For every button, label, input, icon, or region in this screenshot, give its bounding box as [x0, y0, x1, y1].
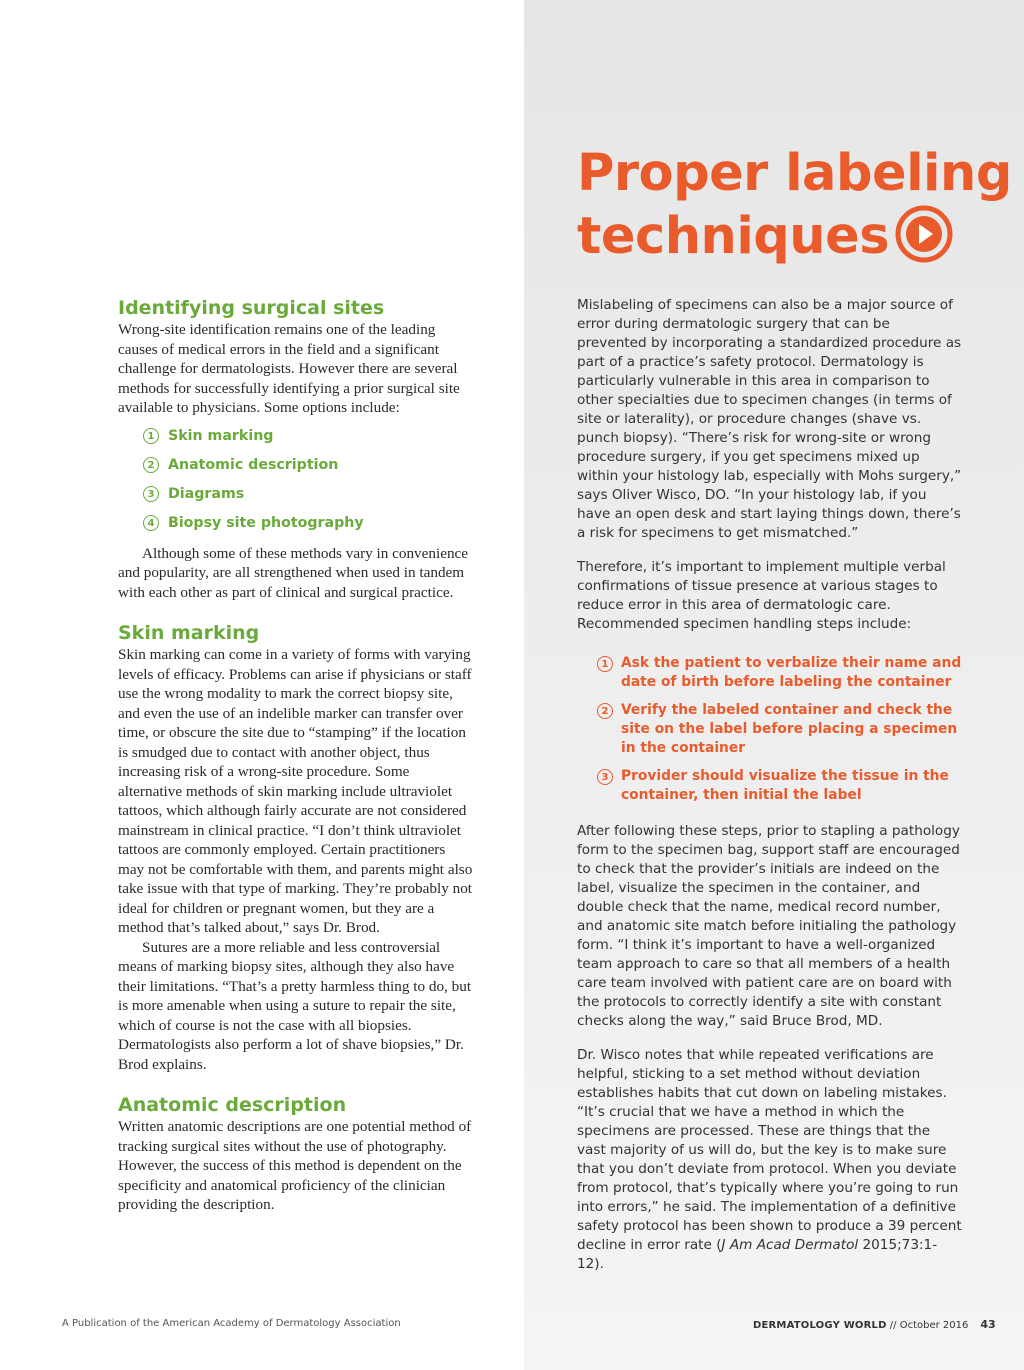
number-2-icon: 2 [597, 703, 613, 719]
list-item [143, 451, 474, 480]
number-2-icon: 2 [143, 457, 159, 473]
list-item [597, 701, 962, 758]
number-1-icon: 1 [597, 656, 613, 672]
list-item [143, 422, 474, 451]
number-4-icon: 4 [143, 515, 159, 531]
mislabeling-paragraph: Mislabeling of specimens can also be a major source of error during dermatologic surgery that can be prevented by incorporating a standardized procedure as part of a practice’s safety protocol. Dermatology is particularly vulnerable in this area in comparison to other specialties due to specimen changes (in terms of site or laterality), or procedure changes (shave vs. punch biopsy). “There’s risk for wrong-site or wrong procedure surgery, if you get specimens mixed up within your histology lab, especially with Mohs surgery,” says Oliver Wisco, DO. “In your histology lab, if you have an open desk and start laying things down, there’s a risk for specimens to get mismatched.” [577, 297, 962, 541]
identifying-after-paragraph: Although some of these methods vary in convenience and popularity, are all strengthened when used in tandem with each other as part of clinical and surgical practice. [118, 544, 469, 601]
page-number: 43 [980, 1318, 996, 1331]
journal-citation: J Am Acad Dermatol [721, 1237, 859, 1253]
option-label: Biopsy site photography [168, 515, 364, 531]
options-list [118, 422, 474, 538]
list-item [597, 654, 962, 692]
right-column [577, 296, 962, 1274]
skin-marking-paragraph-2: Sutures are a more reliable and less controversial means of marking biopsy sites, although they also have their limitations. “That’s a pretty harmless thing to do, but is more amenable when using a suture to repair the site, which of course is not the case with all biopsies. Dermatologists also perform a lot of shave biopsies,” Dr. Brod explains. [118, 938, 472, 1073]
title-line-2-text: techniques [577, 207, 890, 266]
after-steps-paragraph: After following these steps, prior to stapling a pathology form to the specimen bag, support staff are encouraged to check that the provider’s initials are indeed on the label, visualize the specimen in the container, and double check that the name, medical record number, and anatomic site match before initialing the pathology form. “I think it’s important to have a well-organized team approach to care so that all members of a health care team involved with patient care are on board with the protocols to correctly identify a site with constant checks along the way,” said Bruce Brod, MD. [577, 823, 960, 1029]
option-label: Skin marking [168, 428, 274, 444]
step-text: Verify the labeled container and check the site on the label before placing a specimen in the container [621, 702, 958, 756]
footer-issue: // October 2016 [886, 1320, 969, 1331]
wisco-paragraph [577, 1046, 962, 1274]
title-line-2 [577, 205, 1012, 278]
step-text: Provider should visualize the tissue in the container, then initial the label [621, 768, 949, 803]
number-1-icon: 1 [143, 428, 159, 444]
title-line-1: Proper labeling [577, 144, 1012, 203]
option-label: Anatomic description [168, 457, 339, 473]
number-3-icon: 3 [597, 769, 613, 785]
footer-folio [753, 1318, 996, 1331]
list-item [143, 480, 474, 509]
heading-anatomic-description: Anatomic description [118, 1094, 347, 1116]
verbal-confirmation-paragraph: Therefore, it’s important to implement multiple verbal confirmations of tissue presence at various stages to reduce error in this area of dermatologic care. Recommended specimen handling steps include: [577, 559, 946, 632]
play-circle-icon [895, 205, 953, 278]
footer-publication-credit: A Publication of the American Academy of Dermatology Association [62, 1318, 401, 1329]
option-label: Diagrams [168, 486, 245, 502]
footer-publication-name: DERMATOLOGY WORLD [753, 1320, 887, 1331]
step-text: Ask the patient to verbalize their name and date of birth before labeling the container [621, 655, 962, 690]
page-title [577, 142, 1012, 278]
identifying-intro-paragraph: Wrong-site identification remains one of the leading causes of medical errors in the field and a significant challenge for dermatologists. However there are several methods for successfully identifying a prior surgical site available to physicians. Some options include: [118, 321, 460, 416]
skin-marking-paragraph-1: Skin marking can come in a variety of forms with varying levels of efficacy. Problems can arise if physicians or staff use the wrong modality to mark the correct biopsy site, and even the use of an indelible marker can transfer over time, or obscure the site due to “stamping” if the location is smudged due to contact with another object, thus increasing risk of a wrong-site procedure. Some alternative methods of skin marking include ultraviolet tattoos, which although fairly accurate are not considered mainstream in clinical practice. “I don’t think ultraviolet tattoos are commonly employed. Certain practitioners may not be comfortable with them, and parents might also take issue with that type of marking. They’re probably not ideal for children or pregnant women, but they are a method that’s talked about,” says Dr. Brod. [118, 646, 473, 936]
heading-skin-marking: Skin marking [118, 622, 260, 644]
heading-identifying-surgical-sites: Identifying surgical sites [118, 297, 385, 319]
wisco-paragraph-text: Dr. Wisco notes that while repeated verifications are helpful, sticking to a set method without deviation establishes habits that cut down on labeling mistakes. “It’s crucial that we have a method in which the specimens are processed. These are things that the vast majority of us will do, but the key is to make sure that you don’t deviate from protocol. When you deviate from protocol, that’s typically where you’re going to run into errors,” he said. The implementation of a definitive safety protocol has been shown to produce a 39 percent decline in error rate ( [577, 1047, 962, 1253]
steps-list [577, 654, 962, 805]
citation-tail: 2015;73:1-12). [577, 1237, 938, 1272]
left-column [118, 296, 474, 1215]
list-item [143, 509, 474, 538]
number-3-icon: 3 [143, 486, 159, 502]
anatomic-paragraph: Written anatomic descriptions are one potential method of tracking surgical sites without the use of photography. However, the success of this method is dependent on the specificity and anatomical proficiency of the clinician providing the description. [118, 1118, 472, 1213]
list-item [597, 767, 962, 805]
